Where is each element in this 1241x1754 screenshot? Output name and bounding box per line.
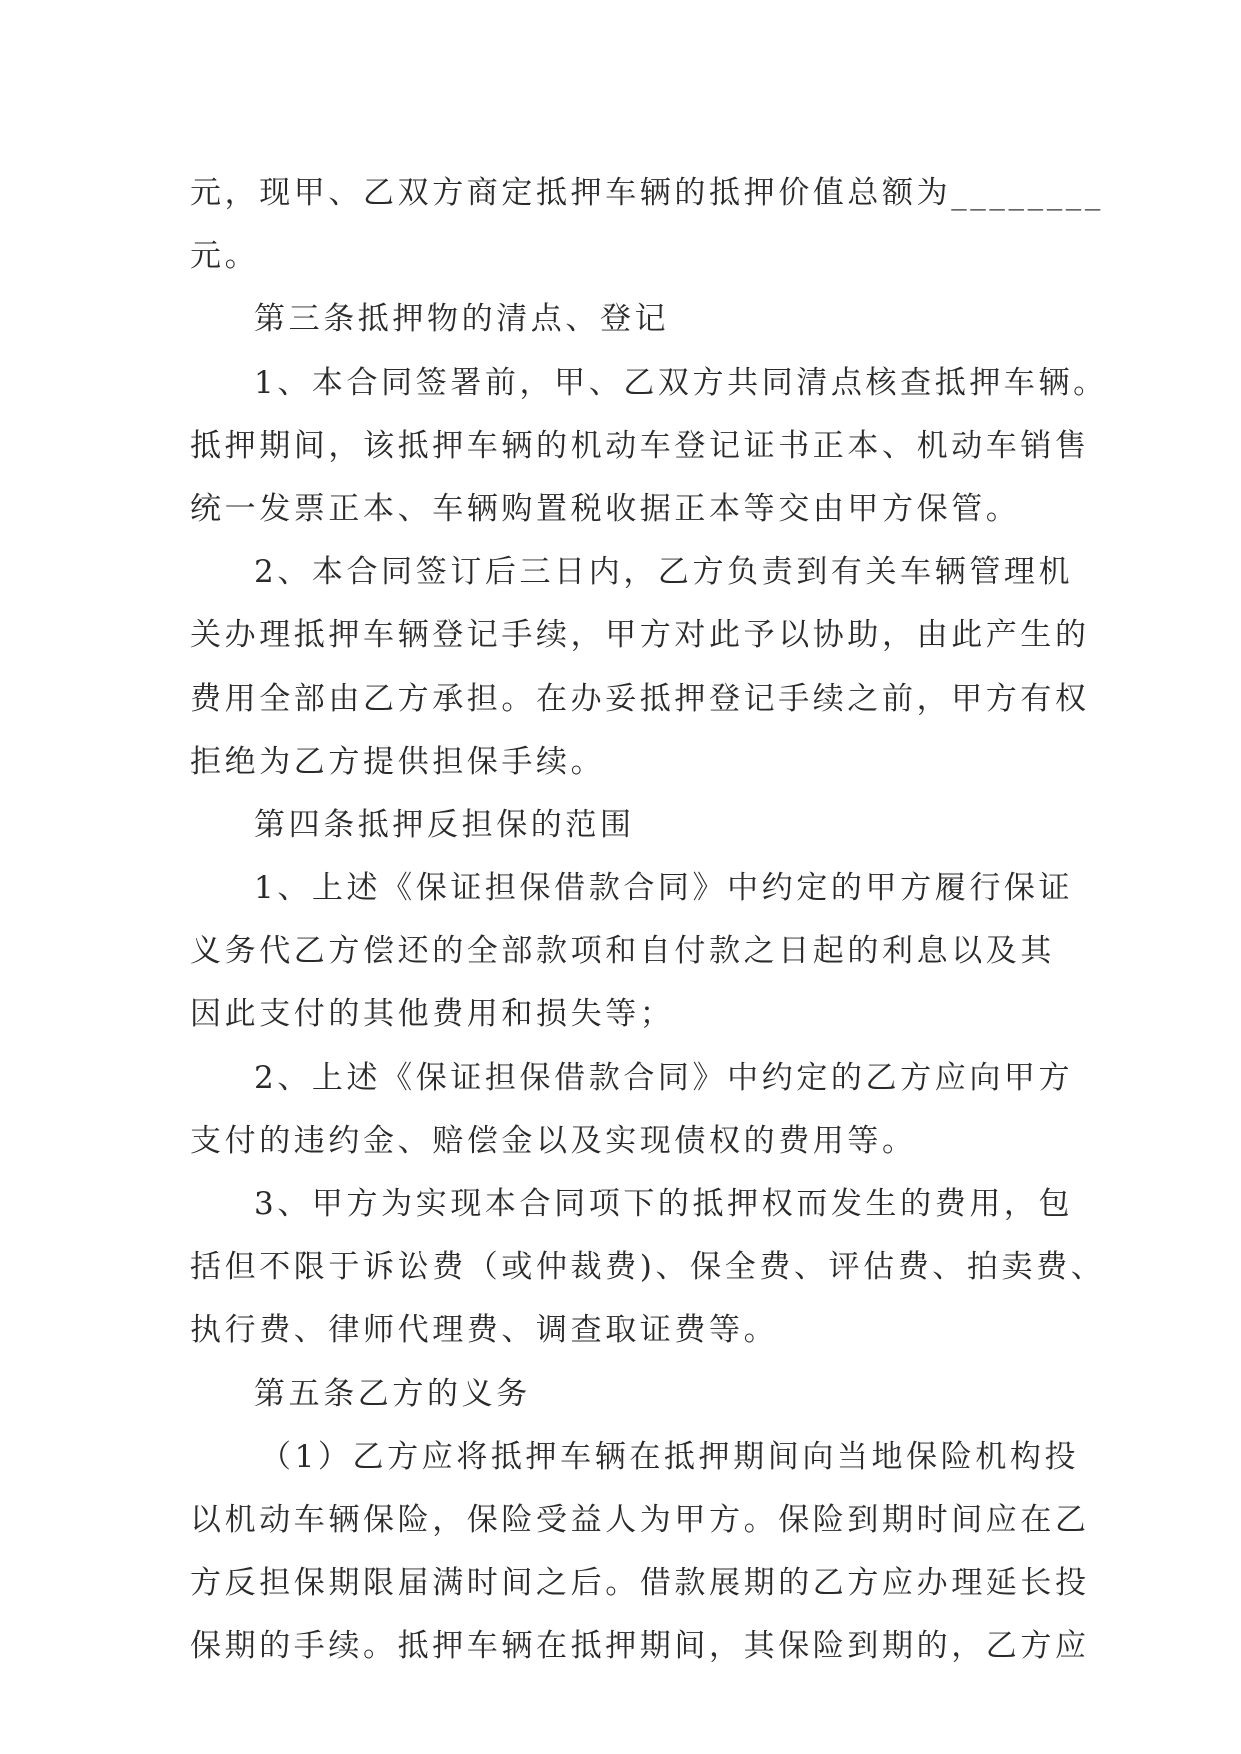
text-line: 以机动车辆保险，保险受益人为甲方。保险到期时间应在乙 <box>190 1501 1090 1538</box>
text-line: 抵押期间，该抵押车辆的机动车登记证书正本、机动车销售 <box>190 427 1090 464</box>
text-line: 3、甲方为实现本合同项下的抵押权而发生的费用，包 <box>254 1186 1074 1222</box>
text-line: 2、本合同签订后三日内，乙方负责到有关车辆管理机 <box>254 554 1074 591</box>
text-line: 支付的违约金、赔偿金以及实现债权的费用等。 <box>190 1122 917 1159</box>
text-line: 费用全部由乙方承担。在办妥抵押登记手续之前，甲方有权 <box>190 680 1090 717</box>
document-body <box>190 162 1108 1679</box>
text-line: 关办理抵押车辆登记手续，甲方对此予以协助，由此产生的 <box>190 617 1090 654</box>
text-line: 拒绝为乙方提供担保手续。 <box>190 743 606 780</box>
text-line: 义务代乙方偿还的全部款项和自付款之日起的利息以及其 <box>190 933 1055 970</box>
text-line: 保期的手续。抵押车辆在抵押期间，其保险到期的，乙方应 <box>190 1628 1090 1665</box>
text-line: 2、上述《保证担保借款合同》中约定的乙方应向甲方 <box>254 1059 1074 1096</box>
text-line: 统一发票正本、车辆购置税收据正本等交由甲方保管。 <box>190 490 1021 527</box>
text-line: 1、上述《保证担保借款合同》中约定的甲方履行保证 <box>254 870 1074 907</box>
section-heading: 第五条乙方的义务 <box>254 1375 531 1412</box>
text-line: （1）乙方应将抵押车辆在抵押期间向当地保险机构投 <box>260 1438 1080 1475</box>
text-line: 执行费、律师代理费、调查取证费等。 <box>190 1312 779 1349</box>
text-line: 元。 <box>190 238 260 275</box>
text-line: 方反担保期限届满时间之后。借款展期的乙方应办理延长投 <box>190 1565 1090 1602</box>
text-line: 元，现甲、乙双方商定抵押车辆的抵押价值总额为________ <box>190 175 1104 211</box>
text-line: 1、本合同签署前，甲、乙双方共同清点核查抵押车辆。 <box>254 364 1108 401</box>
section-heading: 第三条抵押物的清点、登记 <box>254 301 670 338</box>
section-heading: 第四条抵押反担保的范围 <box>254 806 635 843</box>
text-line: 括但不限于诉讼费（或仲裁费)、保全费、评估费、拍卖费、 <box>190 1249 1106 1286</box>
text-line: 因此支付的其他费用和损失等； <box>190 996 675 1033</box>
